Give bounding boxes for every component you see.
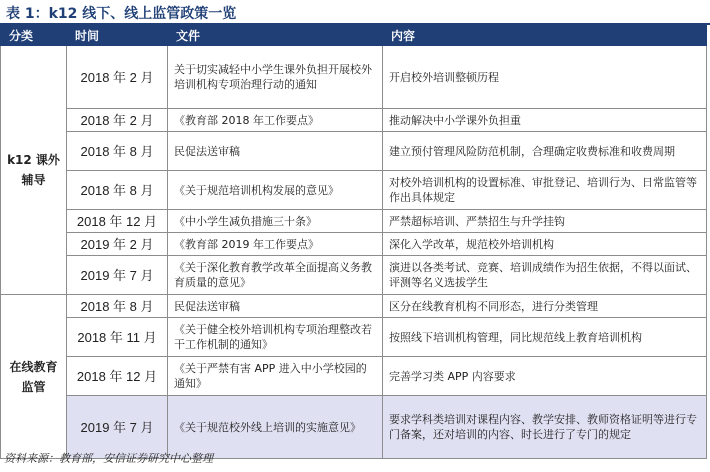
header-row <box>1 26 707 46</box>
table-row <box>1 171 707 210</box>
header-document: 文件 <box>168 26 383 46</box>
document-cell: 《关于规范培训机构发展的意见》 <box>168 171 383 210</box>
time-cell: 2018 年 2 月 <box>67 109 168 132</box>
content-cell: 区分在线教育机构不同形态，进行分类管理 <box>383 295 707 318</box>
time-cell: 2019 年 7 月 <box>67 256 168 295</box>
time-cell: 2019 年 7 月 <box>67 396 168 459</box>
table-row <box>1 46 707 109</box>
document-cell: 《关于健全校外培训机构专项治理整改若干工作机制的通知》 <box>168 318 383 357</box>
time-cell: 2018 年 11 月 <box>67 318 168 357</box>
time-cell: 2018 年 8 月 <box>67 132 168 171</box>
document-cell: 民促法送审稿 <box>168 132 383 171</box>
time-cell: 2018 年 8 月 <box>67 171 168 210</box>
content-cell: 按照线下培训机构管理，同比规范线上教育培训机构 <box>383 318 707 357</box>
content-cell: 完善学习类 APP 内容要求 <box>383 357 707 396</box>
document-cell: 关于切实减轻中小学生课外负担开展校外培训机构专项治理行动的通知 <box>168 46 383 109</box>
header-time: 时间 <box>67 26 168 46</box>
table-row <box>1 357 707 396</box>
time-cell: 2018 年 8 月 <box>67 295 168 318</box>
table-row <box>1 256 707 295</box>
category-cell: k12 课外辅导 <box>1 46 67 295</box>
document-cell: 《关于严禁有害 APP 进入中小学校园的通知》 <box>168 357 383 396</box>
time-cell: 2018 年 2 月 <box>67 46 168 109</box>
time-cell: 2019 年 2 月 <box>67 233 168 256</box>
time-cell: 2018 年 12 月 <box>67 210 168 233</box>
source-note: 资料来源：教育部，安信证券研究中心整理 <box>4 452 213 465</box>
document-cell: 民促法送审稿 <box>168 295 383 318</box>
policy-table <box>0 25 707 459</box>
content-cell: 深化入学改革，规范校外培训机构 <box>383 233 707 256</box>
table-row <box>1 210 707 233</box>
document-cell: 《教育部 2019 年工作要点》 <box>168 233 383 256</box>
document-cell: 《教育部 2018 年工作要点》 <box>168 109 383 132</box>
document-cell: 《关于深化教育教学改革全面提高义务教育质量的意见》 <box>168 256 383 295</box>
content-cell: 对校外培训机构的设置标准、审批登记、培训行为、日常监管等作出具体规定 <box>383 171 707 210</box>
table-row <box>1 318 707 357</box>
content-cell: 开启校外培训整顿历程 <box>383 46 707 109</box>
content-cell: 建立预付管理风险防范机制，合理确定收费标准和收费周期 <box>383 132 707 171</box>
table-row <box>1 295 707 318</box>
table-row <box>1 132 707 171</box>
table-title: 表 1：k12 线下、线上监管政策一览 <box>6 6 237 22</box>
content-cell: 严禁超标培训、严禁招生与升学挂钩 <box>383 210 707 233</box>
header-content: 内容 <box>383 26 707 46</box>
header-category: 分类 <box>1 26 67 46</box>
document-cell: 《关于规范校外线上培训的实施意见》 <box>168 396 383 459</box>
document-cell: 《中小学生减负措施三十条》 <box>168 210 383 233</box>
table-row <box>1 233 707 256</box>
content-cell: 要求学科类培训对课程内容、教学安排、教师资格证明等进行专门备案，还对培训的内容、时长进行了专门的规定 <box>383 396 707 459</box>
category-cell: 在线教育监管 <box>1 295 67 459</box>
content-cell: 演进以各类考试、竞赛、培训成绩作为招生依据，不得以面试、评测等名义选拔学生 <box>383 256 707 295</box>
content-cell: 推动解决中小学课外负担重 <box>383 109 707 132</box>
table-body <box>1 46 707 459</box>
time-cell: 2018 年 12 月 <box>67 357 168 396</box>
table-row <box>1 109 707 132</box>
